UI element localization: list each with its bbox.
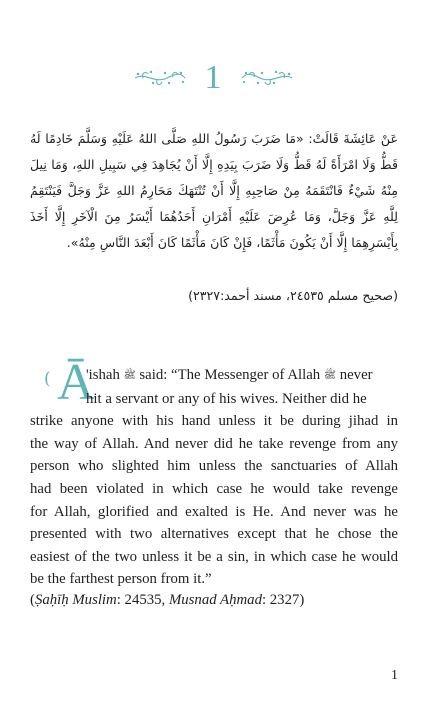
english-reference: (Ṣaḥīḥ Muslim: 24535, Musnad Aḥmad: 2327) bbox=[30, 592, 305, 608]
translation-line: had been violated in which case he would take revenge bbox=[30, 480, 398, 497]
floral-ornament-right-icon bbox=[240, 68, 294, 88]
page-number: 1 bbox=[391, 668, 398, 683]
honorific-icon: ﷺ bbox=[323, 370, 337, 381]
translation-line: easiest of the two unless it be a sin, in which case he would bbox=[30, 548, 398, 565]
translation-line: the way of Allah. And never did he take revenge from any bbox=[30, 435, 398, 452]
hadith-header bbox=[0, 58, 426, 98]
arabic-hadith-text: عَنْ عَائِشَةَ قَالَتْ: «مَا ضَرَبَ رَسُولُ اللهِ صَلَّى اللهُ عَلَيْهِ وَسَلَّمَ خَادِمًا لَهُ قَطُّ وَلَا امْرَأَةً لَهُ قَطُّ وَلَا ضَرَبَ بِيَدِهِ إِلَّا أَنْ يُجَاهِدَ فِي سَبِيلِ اللهِ، وَمَا نِيلَ مِنْهُ شَيْءٌ فَانْتَقَمَهُ مِنْ صَاحِبِهِ إِلَّا أَنْ تُنْتَهَكَ مَحَارِمُ اللهِ عَزَّ وَجَلَّ فَيَنْتَقِمُ لِلَّهِ عَزَّ وَجَلَّ، وَمَا عُرِضَ عَلَيْهِ أَمْرَانِ أَحَدُهُمَا أَيْسَرُ مِنَ الْآخَرِ إِلَّا أَخَذَ بِأَيْسَرِهِمَا إِلَّا أَنْ يَكُونَ مَأْثَمًا، فَإِنْ كَانَ مَأْثَمًا كَانَ أَبْعَدَ النَّاسِ مِنْهُ». bbox=[30, 131, 398, 250]
english-translation bbox=[30, 364, 398, 591]
translation-line: presented with two alternatives except that he chose the bbox=[30, 526, 398, 543]
honorific-icon: ﷺ bbox=[123, 370, 136, 381]
translation-line: 'ishah ﷺ said: “The Messenger of Allah ﷺ never bbox=[86, 367, 373, 383]
drop-cap-mark: ( bbox=[44, 369, 51, 389]
drop-cap-letter: Ā bbox=[57, 354, 95, 411]
translation-line: hit a servant or any of his wives. Neither did he bbox=[86, 390, 367, 407]
translation-line: person who slighted him unless the sanctuaries of Allah bbox=[30, 458, 398, 475]
hadith-number: 1 bbox=[204, 59, 222, 96]
arabic-reference: (صحيح مسلم ٢٤٥٣٥، مسند أحمد:٢٣٢٧) bbox=[188, 288, 398, 303]
translation-line: be the farthest person from it.” bbox=[30, 571, 212, 588]
translation-line: strike anyone with his hand unless it be during jihad in bbox=[30, 413, 398, 430]
translation-line: for Allah, glorified and exalted is He. And never was he bbox=[30, 503, 398, 520]
